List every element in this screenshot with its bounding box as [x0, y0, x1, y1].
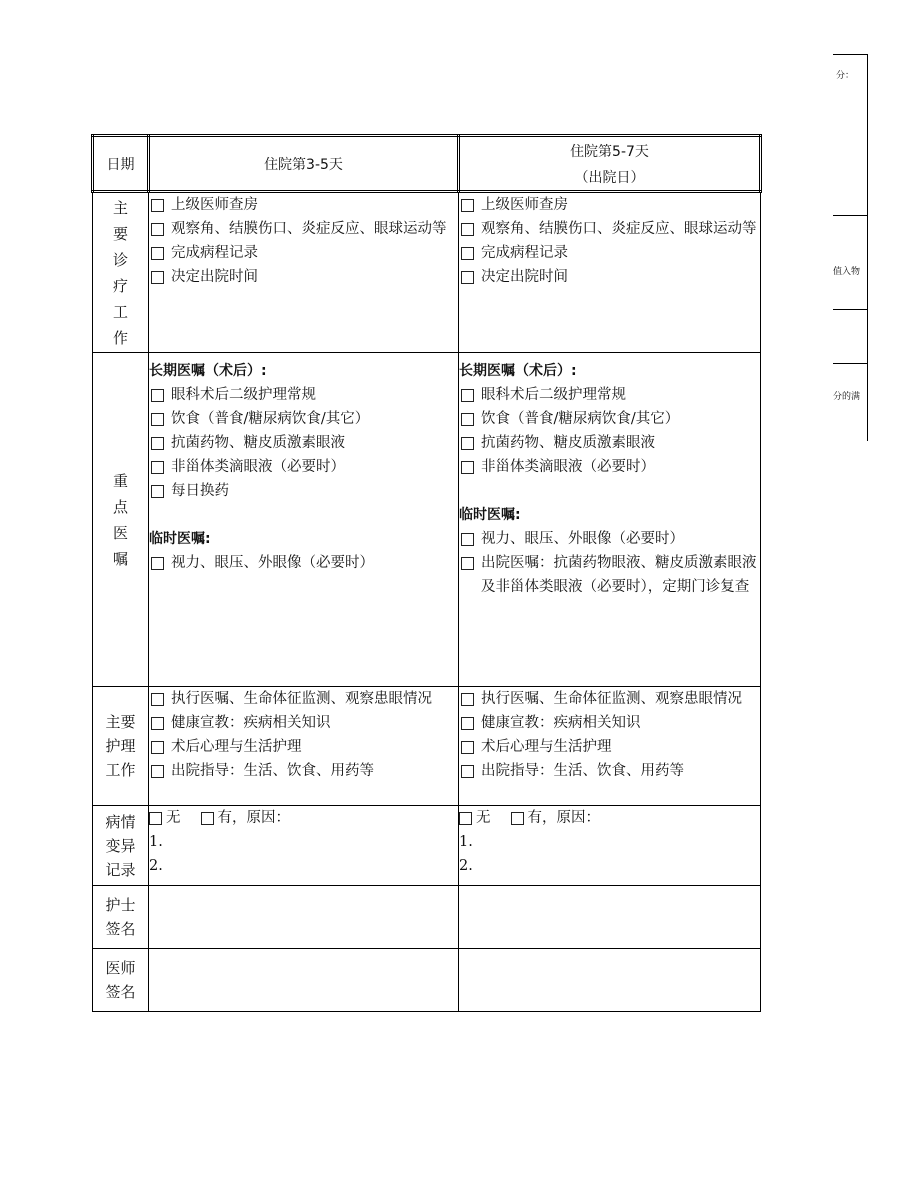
fragment-text-2: 值入物: [833, 267, 861, 277]
checkbox[interactable]: [151, 413, 164, 426]
variance-label: 病情变异记录: [105, 812, 136, 879]
checklist-item[interactable]: [459, 217, 760, 241]
none-label: 无: [166, 810, 181, 826]
checklist-item[interactable]: [149, 759, 458, 783]
checkbox[interactable]: [461, 765, 474, 778]
checklist-item[interactable]: [459, 759, 760, 783]
orders-label-cell: [93, 353, 149, 687]
nursing-label-cell: [93, 687, 149, 806]
item-text: 执行医嘱、生命体征监测、观察患眼情况: [481, 691, 742, 707]
checkbox[interactable]: [461, 389, 474, 402]
checklist-item[interactable]: [149, 407, 458, 431]
item-text: 出院医嘱：抗菌药物眼液、糖皮质激素眼液及非甾体类眼液（必要时），定期门诊复查: [481, 555, 757, 595]
checkbox[interactable]: [461, 693, 474, 706]
temporary-orders-heading: 临时医嘱:: [459, 507, 521, 523]
checkbox[interactable]: [151, 223, 164, 236]
has-checkbox[interactable]: [511, 812, 524, 825]
doctor-signature-col1[interactable]: [149, 949, 459, 1012]
nurse-signature-col2[interactable]: [459, 886, 761, 949]
item-text: 非甾体类滴眼液（必要时）: [171, 459, 345, 475]
checkbox[interactable]: [461, 717, 474, 730]
reason-line-1[interactable]: 1.: [149, 834, 163, 850]
reason-line-2[interactable]: 2.: [149, 858, 163, 874]
item-text: 眼科术后二级护理常规: [171, 387, 316, 403]
variance-col2: [459, 806, 761, 886]
checkbox[interactable]: [151, 199, 164, 212]
checkbox[interactable]: [461, 461, 474, 474]
checkbox[interactable]: [461, 741, 474, 754]
checklist-item[interactable]: [459, 455, 760, 479]
diagnosis-col2: [459, 192, 761, 353]
item-text: 眼科术后二级护理常规: [481, 387, 626, 403]
header-row: [93, 136, 761, 192]
checkbox[interactable]: [461, 413, 474, 426]
item-text: 出院指导：生活、饮食、用药等: [481, 763, 684, 779]
item-text: 术后心理与生活护理: [171, 739, 302, 755]
doctor-signature-col2[interactable]: [459, 949, 761, 1012]
nurse-signature-col1[interactable]: [149, 886, 459, 949]
discharge-day-label: （出院日）: [574, 169, 645, 186]
variance-options: [459, 806, 760, 830]
item-text: 非甾体类滴眼液（必要时）: [481, 459, 655, 475]
checklist-item[interactable]: [459, 687, 760, 711]
variance-options: [149, 806, 458, 830]
checkbox[interactable]: [461, 557, 474, 570]
diagnosis-label-cell: [93, 192, 149, 353]
has-reason-label: 有，原因：: [527, 810, 600, 826]
checkbox[interactable]: [151, 461, 164, 474]
orders-col1: [149, 353, 459, 687]
fragment-text-3: 分的满: [833, 392, 861, 402]
checkbox[interactable]: [461, 247, 474, 260]
fragment-divider: [833, 363, 867, 364]
reason-line-2[interactable]: 2.: [459, 858, 473, 874]
item-text: 决定出院时间: [481, 269, 568, 285]
day-3-5-header: [149, 136, 459, 192]
item-text: 决定出院时间: [171, 269, 258, 285]
checklist-item[interactable]: [149, 735, 458, 759]
checkbox[interactable]: [461, 271, 474, 284]
item-text: 健康宣教：疾病相关知识: [171, 715, 331, 731]
variance-label-cell: [93, 806, 149, 886]
has-checkbox[interactable]: [201, 812, 214, 825]
fragment-divider: [833, 215, 867, 216]
day-3-5-label: 住院第3-5天: [264, 156, 343, 173]
checklist-item[interactable]: [459, 241, 760, 265]
orders-row: [93, 353, 761, 687]
date-header-label: 日期: [106, 156, 135, 173]
item-text: 饮食（普食/糖尿病饮食/其它）: [171, 411, 370, 427]
checkbox[interactable]: [151, 389, 164, 402]
orders-label: 重点医嘱: [112, 471, 128, 568]
none-checkbox[interactable]: [149, 812, 162, 825]
checkbox[interactable]: [151, 247, 164, 260]
spacer: [149, 503, 458, 527]
checklist-item[interactable]: [459, 711, 760, 735]
temporary-orders-heading: 临时医嘱:: [149, 531, 211, 547]
checklist-item[interactable]: [149, 383, 458, 407]
checklist-item[interactable]: [149, 551, 458, 575]
doctor-signature-label-cell: [93, 949, 149, 1012]
diagnosis-label: 主要诊疗工作: [112, 198, 128, 347]
nursing-col2: [459, 687, 761, 806]
checklist-item[interactable]: [149, 265, 458, 289]
item-text: 观察角、结膜伤口、炎症反应、眼球运动等: [171, 221, 447, 237]
checklist-item[interactable]: [459, 265, 760, 289]
item-text: 视力、眼压、外眼像（必要时）: [481, 531, 684, 547]
diagnosis-row: [93, 192, 761, 353]
long-term-orders-heading: 长期医嘱（术后）:: [149, 363, 267, 379]
none-label: 无: [476, 810, 491, 826]
item-text: 术后心理与生活护理: [481, 739, 612, 755]
nurse-signature-row: [93, 886, 761, 949]
checklist-item[interactable]: [459, 383, 760, 407]
doctor-signature-label: 医师签名: [105, 959, 136, 1001]
checklist-item[interactable]: [459, 431, 760, 455]
checklist-item[interactable]: [459, 551, 760, 599]
doctor-signature-row: [93, 949, 761, 1012]
checklist-item[interactable]: [459, 735, 760, 759]
checkbox[interactable]: [151, 557, 164, 570]
item-text: 抗菌药物、糖皮质激素眼液: [481, 435, 655, 451]
none-checkbox[interactable]: [459, 812, 472, 825]
day-5-7-label: 住院第5-7天: [570, 143, 649, 160]
diagnosis-col1: [149, 192, 459, 353]
item-text: 抗菌药物、糖皮质激素眼液: [171, 435, 345, 451]
checkbox[interactable]: [151, 437, 164, 450]
variance-row: [93, 806, 761, 886]
checkbox[interactable]: [151, 485, 164, 498]
item-text: 执行医嘱、生命体征监测、观察患眼情况: [171, 691, 432, 707]
long-term-orders-heading: 长期医嘱（术后）:: [459, 363, 577, 379]
checklist-item[interactable]: [149, 193, 458, 217]
checkbox[interactable]: [461, 437, 474, 450]
item-text: 上级医师查房: [481, 197, 568, 213]
item-text: 完成病程记录: [171, 245, 258, 261]
checklist-item[interactable]: [149, 711, 458, 735]
nurse-signature-label-cell: [93, 886, 149, 949]
item-text: 观察角、结膜伤口、炎症反应、眼球运动等: [481, 221, 757, 237]
checkbox[interactable]: [461, 533, 474, 546]
nurse-signature-label: 护士签名: [105, 896, 136, 938]
item-text: 上级医师查房: [171, 197, 258, 213]
checkbox[interactable]: [461, 223, 474, 236]
nursing-row: [93, 687, 761, 806]
item-text: 每日换药: [171, 483, 229, 499]
orders-col2: [459, 353, 761, 687]
item-text: 视力、眼压、外眼像（必要时）: [171, 555, 374, 571]
checkbox[interactable]: [151, 717, 164, 730]
checklist-item[interactable]: [459, 407, 760, 431]
checkbox[interactable]: [461, 199, 474, 212]
item-text: 出院指导：生活、饮食、用药等: [171, 763, 374, 779]
spacer: [459, 479, 760, 503]
checklist-item[interactable]: [149, 455, 458, 479]
checklist-item[interactable]: [149, 431, 458, 455]
checklist-item[interactable]: [459, 527, 760, 551]
checkbox[interactable]: [151, 693, 164, 706]
nursing-label: 主要护理工作: [105, 713, 136, 779]
reason-line-1[interactable]: 1.: [459, 834, 473, 850]
checklist-item[interactable]: [149, 217, 458, 241]
fragment-divider: [833, 309, 867, 310]
adjacent-page-fragment: [833, 54, 868, 441]
clinical-pathway-table: [91, 134, 762, 1012]
date-header: [93, 136, 149, 192]
variance-col1: [149, 806, 459, 886]
checklist-item[interactable]: [149, 241, 458, 265]
checkbox[interactable]: [151, 741, 164, 754]
item-text: 完成病程记录: [481, 245, 568, 261]
checkbox[interactable]: [151, 271, 164, 284]
checklist-item[interactable]: [149, 687, 458, 711]
nursing-col1: [149, 687, 459, 806]
day-5-7-header: [459, 136, 761, 192]
fragment-text-1: 分：: [836, 71, 855, 81]
has-reason-label: 有，原因：: [217, 810, 290, 826]
item-text: 健康宣教：疾病相关知识: [481, 715, 641, 731]
checkbox[interactable]: [151, 765, 164, 778]
checklist-item[interactable]: [459, 193, 760, 217]
checklist-item[interactable]: [149, 479, 458, 503]
item-text: 饮食（普食/糖尿病饮食/其它）: [481, 411, 680, 427]
